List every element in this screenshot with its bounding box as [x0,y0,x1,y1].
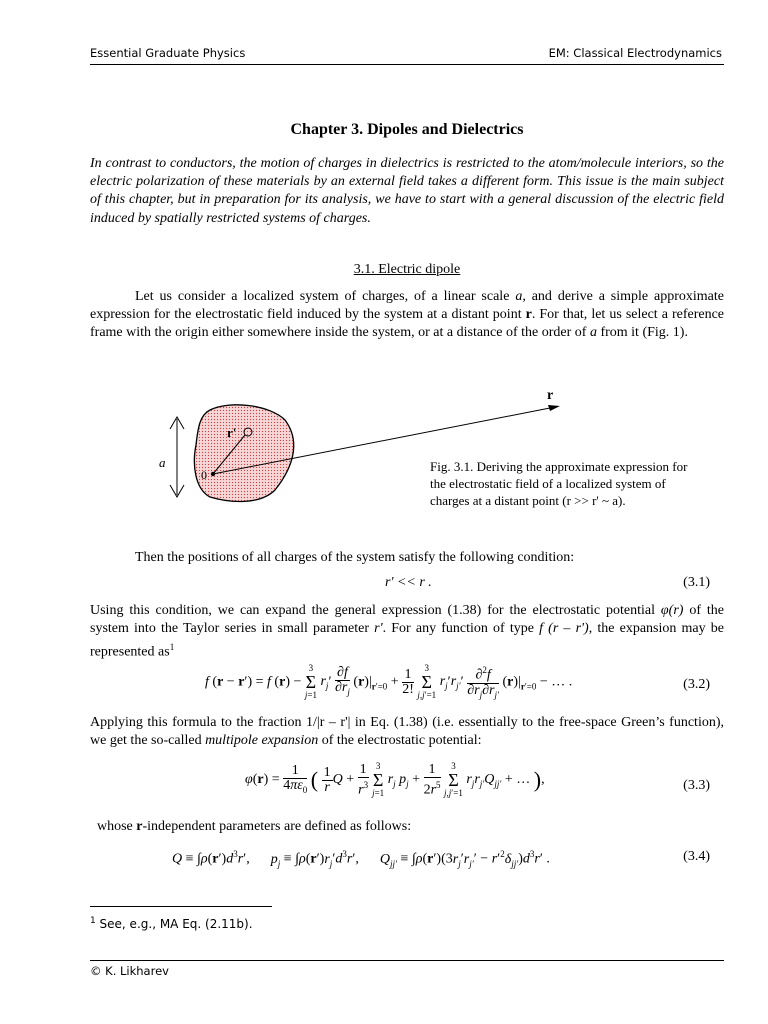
equation-number-3-3: (3.3) [683,778,710,793]
equation-number-3-1: (3.1) [683,575,710,590]
label-origin: 0 [201,468,207,482]
label-a: a [159,455,166,470]
equation-3-2: f (r − r′) = f (r) − 3 Σ j=1 $r_j'$ $\frac{\partial f}{\partial r_j}$ $(r)|_{r'=0}$ + $\frac{1}{2!}$ 3 Σ j,j′=1 $r_j'r_{j'}'$ $\frac{\partial^2f}{\partial r_j\partial r_{j'}}$ $(r)|_{r'=0}$ − … . [205,663,573,701]
origin-point [211,472,215,476]
equation-3-3: φ(r) = $\frac{1}{4\pi\varepsilon_0}$ ( $\frac{1}{r}$ Q + $\frac{1}{r^3}$ 3 Σ j=1 $r_j$ $p_j$ + $\frac{1}{2r^5}$ 3 Σ j,j′=1 $r_jr_{j'}Q_{jj'}$ + … ), [245,761,545,798]
label-rprime: r' [227,425,237,440]
paragraph-parameters: whose r-independent parameters are defined as follows: [97,819,412,834]
paragraph-intro: Let us consider a localized system of charges, of a linear scale a, and derive a simple approximate expression for the electrostatic field induced by the system at a distant point r. For that, let us select a reference frame with the origin either somewhere inside the system, or at a distance of the order of a from it (Fig. 1). [90,289,725,341]
chapter-title: Chapter 3. Dipoles and Dielectrics [290,121,524,138]
copyright: © K. Likharev [90,964,169,978]
figure-caption: Fig. 3.1. Deriving the approximate expression for the electrostatic field of a localized system of charges at a distant point (r >> r' ~ a). [430,459,688,508]
equation-3-4: $Q \equiv \int\rho(r')d^3r'$, $p_j \equiv \int\rho(r')r_j'd^3r'$, $Q_{jj'} \equiv \int\rho(r')(3r_j'r_{j'}' - r'^2\delta_{jj'})d^3r'$ . [172,849,550,869]
charge-system-blob [194,405,293,502]
label-r: r [547,388,554,403]
footnote: $^1$ See, e.g., MA Eq. (2.11b). [90,916,253,931]
paragraph-multipole: Applying this formula to the fraction 1/|r – r'| in Eq. (1.38) (i.e. essentially to the free-space Green’s function), we get the so-called multipole expansion of the electrostatic potential: [90,715,724,749]
running-header-left: Essential Graduate Physics [90,46,246,60]
running-header-right: EM: Classical Electrodynamics [548,46,722,60]
paragraph-condition: Then the positions of all charges of the system satisfy the following condition: [135,550,575,565]
section-title: 3.1. Electric dipole [353,262,461,277]
equation-3-1: r' << r . [385,575,432,590]
header-rule [90,64,724,65]
chapter-abstract: In contrast to conductors, the motion of charges in dielectrics is restricted to the atom/molecule interiors, so the electric polarization of these materials by an external field takes a different form. This issue is the main subject of this chapter, but in preparation for its analysis, we have to start with a general discussion of the electric field induced by spatially restricted systems of charges. [90,156,724,226]
equation-number-3-2: (3.2) [683,677,710,692]
vector-r-arrowhead [548,405,560,411]
footer-rule [90,960,724,961]
equation-number-3-4: (3.4) [683,849,710,864]
footnote-rule [90,906,272,907]
paragraph-taylor: Using this condition, we can expand the general expression (1.38) for the electrostatic potential φ(r) of the system into the Taylor series in small parameter r'. For any function of type f (r – r'), the expansion may be represented $as^1$ [90,603,725,661]
